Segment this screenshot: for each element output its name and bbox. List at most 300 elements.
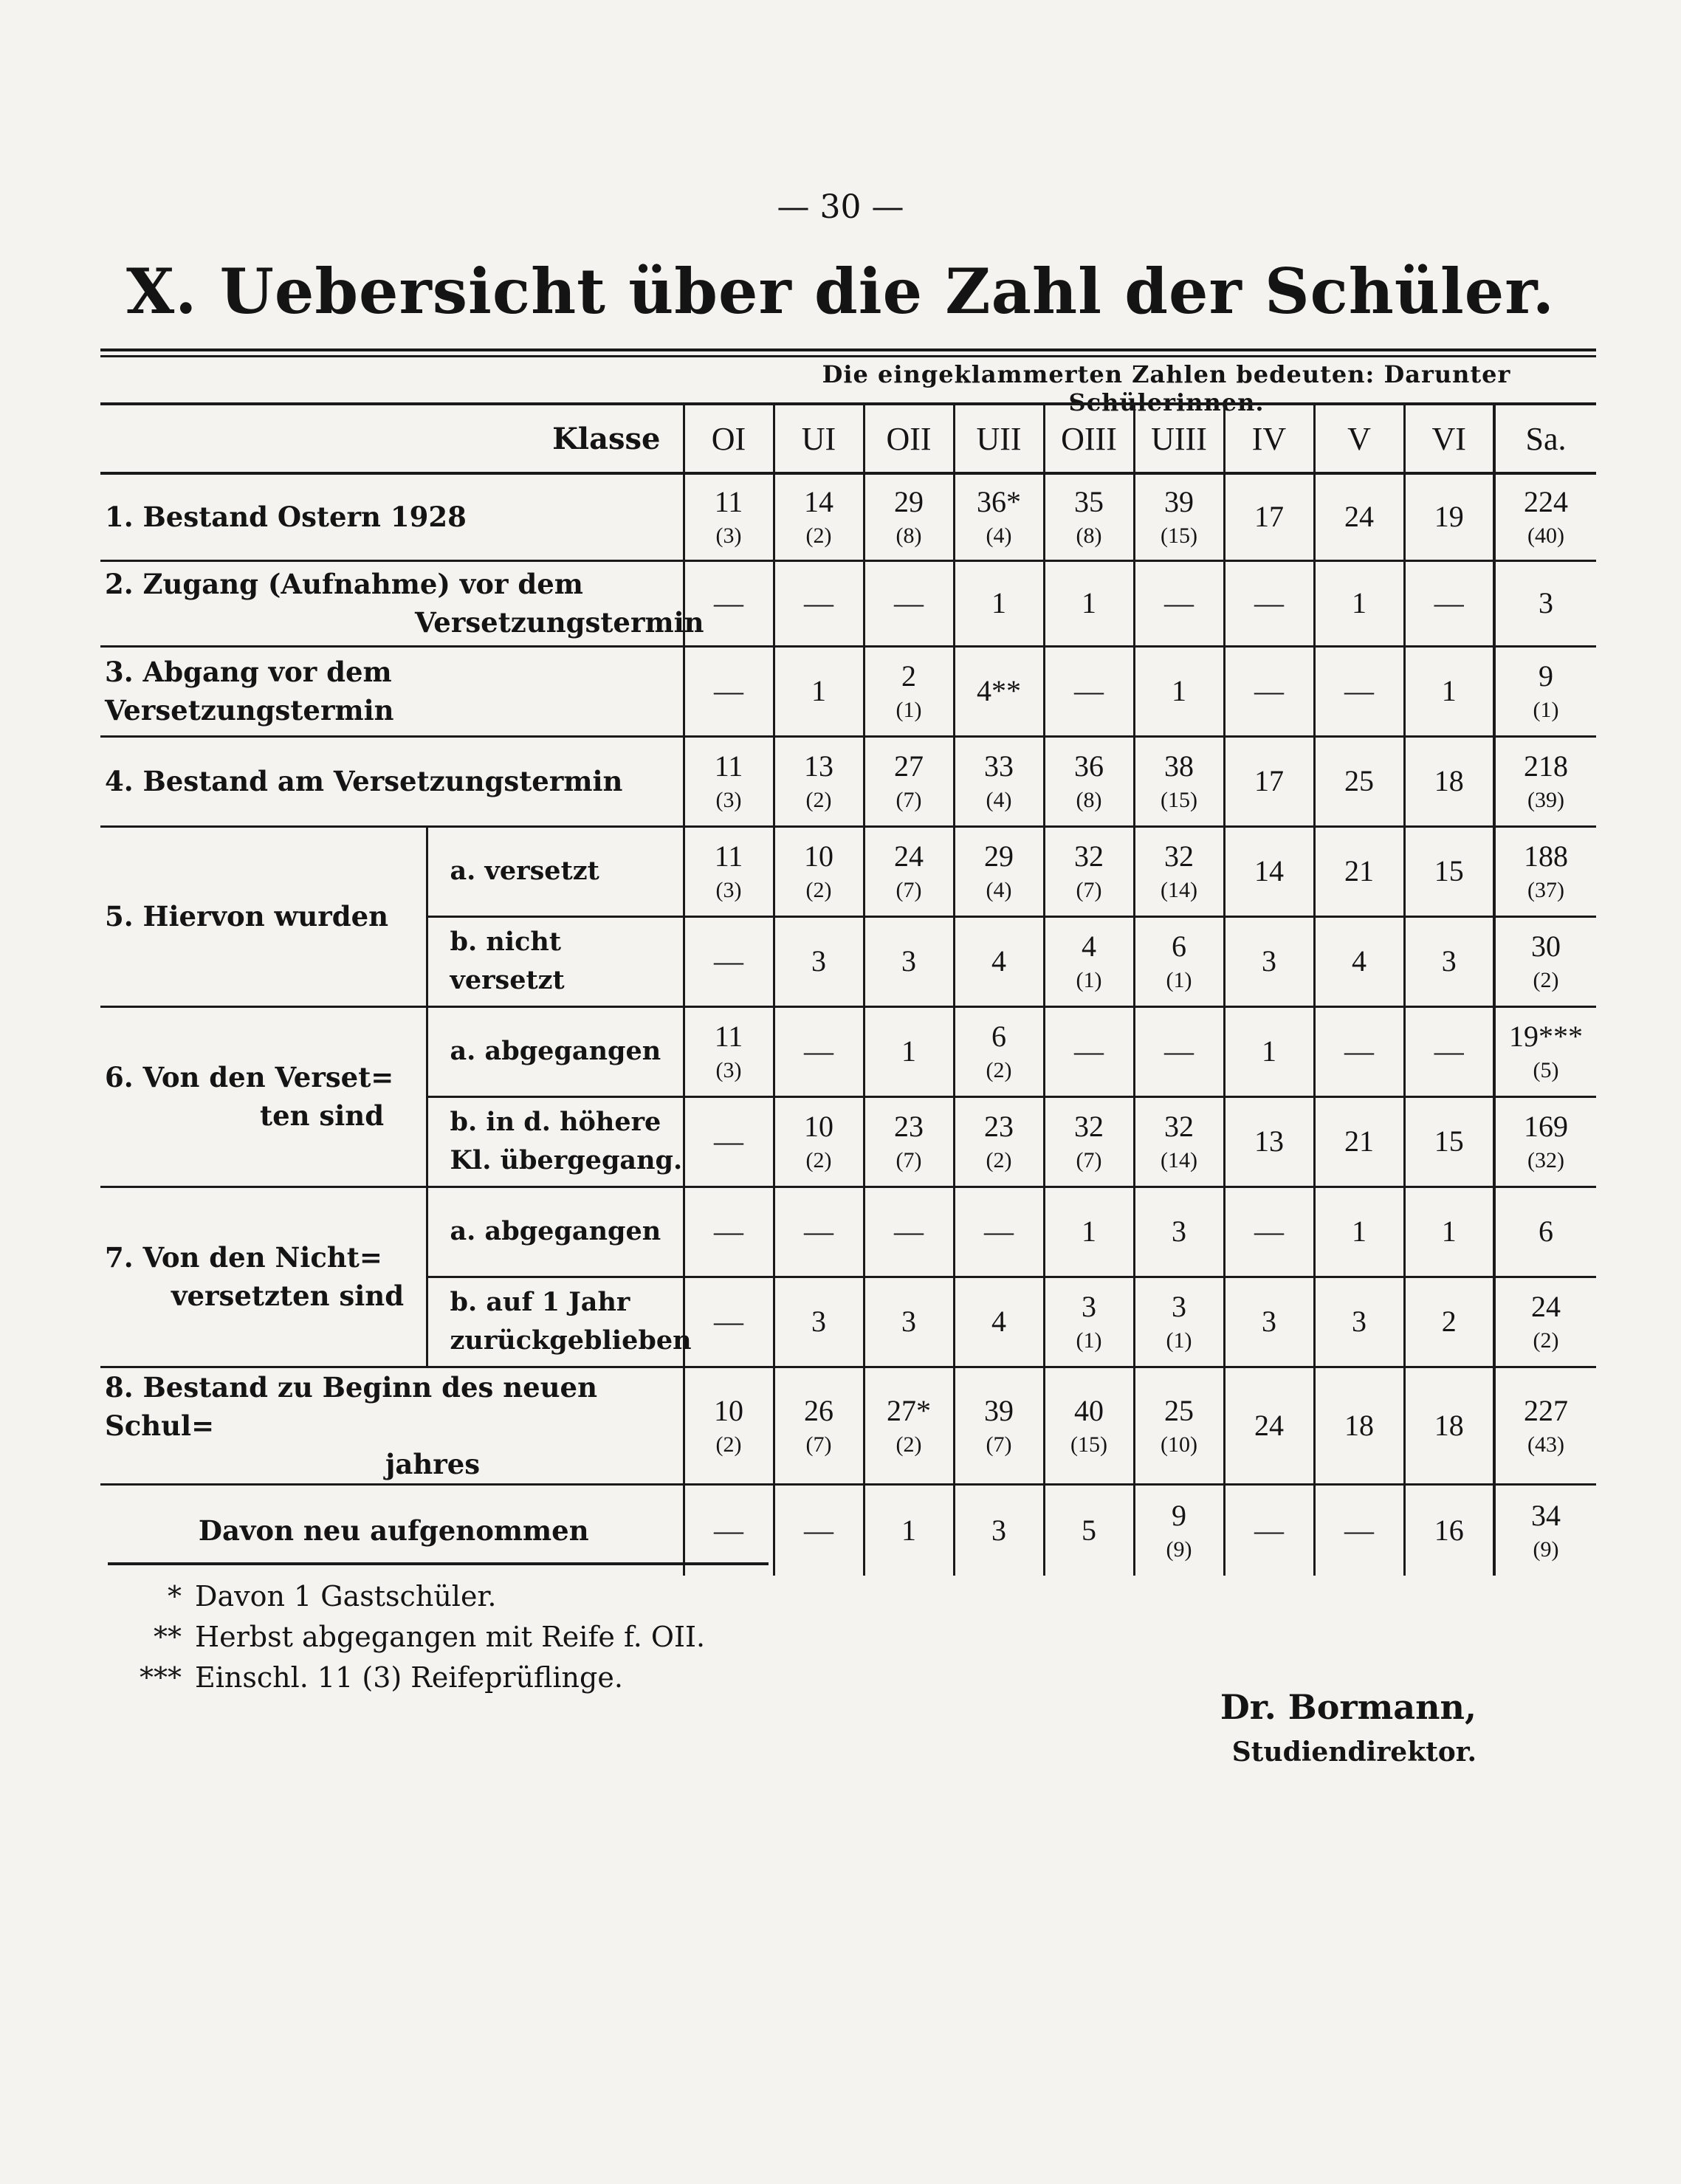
cell-value: 10 <box>804 1110 833 1143</box>
cell-value: 15 <box>1434 854 1464 887</box>
cell-value: — <box>804 586 833 619</box>
cell-girls-count: (43) <box>1527 1432 1564 1457</box>
cell-girls-count: (32) <box>1527 1148 1564 1172</box>
row-label <box>100 560 704 646</box>
cell-value: 10 <box>714 1393 743 1427</box>
table-cell <box>864 736 954 826</box>
cell-value: 3 <box>1539 586 1553 619</box>
cell-girls-count: (15) <box>1070 1432 1107 1457</box>
table-cell <box>1044 1484 1134 1576</box>
table-cell <box>1494 1484 1596 1576</box>
cell-value: 11 <box>714 485 743 519</box>
cell-girls-count: (7) <box>1076 878 1102 902</box>
cell-value: 32 <box>1074 839 1104 873</box>
cell-girls-count: (2) <box>986 1148 1012 1172</box>
table-cell <box>1044 1367 1134 1484</box>
table-cell <box>774 1006 864 1096</box>
table-row-versetzt <box>100 826 1596 916</box>
cell-value: 1 <box>1441 674 1457 707</box>
table-cell <box>1494 1096 1596 1187</box>
table-cell <box>1224 1277 1314 1367</box>
table-cell <box>1404 560 1494 646</box>
table-cell <box>1134 646 1224 736</box>
row-label-line1: 8. Bestand zu Beginn des neuen Schul= <box>105 1370 597 1442</box>
col-header-ui: UI <box>774 404 864 473</box>
cell-value: 19 <box>1434 500 1464 534</box>
row-sublabel-line2: zurückgeblieben <box>450 1325 692 1356</box>
page-title: X. Uebersicht über die Zahl der Schüler. <box>126 255 1555 328</box>
table-cell <box>864 916 954 1006</box>
cell-girls-count: (1) <box>895 698 922 722</box>
row-sublabel-line1: b. in d. höhere <box>450 1107 661 1137</box>
row-group-label <box>100 1006 427 1187</box>
table-cell <box>684 473 774 560</box>
cell-value: 11 <box>714 749 743 783</box>
cell-value: 39 <box>984 1393 1014 1427</box>
cell-value: — <box>1434 1034 1464 1068</box>
table-cell <box>1224 1484 1314 1576</box>
cell-value: 1 <box>991 586 1006 619</box>
student-statistics-table <box>100 402 1596 1576</box>
table-cell <box>1044 560 1134 646</box>
table-cell <box>774 1277 864 1367</box>
row-group-label: 5. Hiervon wurden <box>100 826 427 1006</box>
table-cell <box>774 646 864 736</box>
table-cell <box>1314 916 1404 1006</box>
cell-value: 17 <box>1254 500 1284 534</box>
table-row-bestand-ostern <box>100 473 1596 560</box>
cell-girls-count: (2) <box>1533 1328 1559 1353</box>
cell-girls-count: (10) <box>1161 1432 1197 1457</box>
cell-value: 218 <box>1524 749 1568 783</box>
cell-value: 30 <box>1531 930 1561 963</box>
cell-value: 3 <box>1172 1215 1186 1248</box>
table-cell <box>1404 826 1494 916</box>
footnote-mark: *** <box>140 1661 182 1694</box>
table-cell <box>1224 560 1314 646</box>
cell-value: 32 <box>1164 839 1194 873</box>
table-cell <box>1134 1187 1224 1277</box>
cell-value: 15 <box>1434 1124 1464 1158</box>
table-cell <box>1224 826 1314 916</box>
cell-value: 6 <box>1539 1215 1553 1248</box>
cell-girls-count: (1) <box>1076 1328 1102 1353</box>
row-label: 3. Abgang vor dem Versetzungstermin <box>100 646 684 736</box>
cell-value: — <box>714 1124 743 1158</box>
cell-girls-count: (4) <box>986 788 1012 812</box>
footnote-text: Einschl. 11 (3) Reifeprüflinge. <box>195 1661 623 1694</box>
cell-value: 14 <box>1254 854 1284 887</box>
table-cell <box>684 916 774 1006</box>
table-cell <box>1044 646 1134 736</box>
row-label: 1. Bestand Ostern 1928 <box>100 473 684 560</box>
cell-value: — <box>1164 586 1194 619</box>
table-cell <box>1224 646 1314 736</box>
cell-value: 35 <box>1074 485 1104 519</box>
cell-value: 34 <box>1531 1498 1561 1532</box>
cell-value: — <box>804 1513 833 1547</box>
cell-value: 3 <box>1441 944 1457 978</box>
row-sublabel-line2: Kl. übergegang. <box>450 1145 683 1175</box>
cell-value: — <box>984 1215 1014 1248</box>
cell-value: 18 <box>1344 1408 1374 1442</box>
table-cell <box>1404 1484 1494 1576</box>
table-cell <box>864 1096 954 1187</box>
row-sublabel: a. abgegangen <box>427 1187 684 1277</box>
cell-value: 169 <box>1524 1110 1568 1143</box>
row-label-line2: Versetzungstermin <box>415 606 704 639</box>
cell-girls-count: (5) <box>1533 1058 1559 1082</box>
table-cell <box>1224 473 1314 560</box>
table-cell <box>684 1367 774 1484</box>
table-cell <box>864 646 954 736</box>
cell-girls-count: (9) <box>1533 1536 1559 1562</box>
table-row-bestand-versetzungstermin <box>100 736 1596 826</box>
cell-value: 3 <box>991 1513 1006 1547</box>
cell-girls-count: (9) <box>1166 1536 1192 1562</box>
row-label-line1: 7. Von den Nicht= <box>105 1241 382 1274</box>
table-cell <box>1224 1006 1314 1096</box>
cell-value: — <box>1344 1034 1374 1068</box>
table-cell <box>1134 826 1224 916</box>
footnote-2 <box>111 1617 705 1657</box>
table-cell <box>774 473 864 560</box>
table-cell <box>864 560 954 646</box>
cell-girls-count: (8) <box>895 523 922 549</box>
cell-value: 33 <box>984 749 1014 783</box>
cell-girls-count: (2) <box>895 1432 922 1457</box>
cell-value: 4 <box>1352 944 1367 978</box>
col-header-vi: VI <box>1404 404 1494 473</box>
cell-value: 13 <box>1254 1124 1284 1158</box>
table-cell <box>1134 1277 1224 1367</box>
cell-girls-count: (40) <box>1527 523 1564 549</box>
table-cell <box>864 1006 954 1096</box>
table-cell <box>684 1006 774 1096</box>
cell-girls-count: (3) <box>715 878 742 902</box>
table-cell <box>684 736 774 826</box>
row-label: Davon neu aufgenommen <box>100 1484 684 1576</box>
footnote-3 <box>111 1658 623 1697</box>
cell-girls-count: (2) <box>805 523 832 549</box>
cell-girls-count: (7) <box>895 788 922 812</box>
row-sublabel-line1: b. auf 1 Jahr <box>450 1287 630 1317</box>
table-row-bestand-neues-schuljahr <box>100 1367 1596 1484</box>
cell-girls-count: (37) <box>1527 878 1564 902</box>
cell-value: 1 <box>901 1034 916 1068</box>
table-cell <box>1224 1187 1314 1277</box>
table-cell <box>774 560 864 646</box>
cell-value: 24 <box>1531 1290 1561 1323</box>
cell-value: 32 <box>1164 1110 1194 1143</box>
table-cell <box>864 1277 954 1367</box>
cell-value: 9 <box>1172 1498 1186 1532</box>
cell-value: 21 <box>1344 1124 1374 1158</box>
cell-value: — <box>894 586 924 619</box>
table-cell <box>774 736 864 826</box>
table-cell <box>1494 473 1596 560</box>
row-label: 4. Bestand am Versetzungstermin <box>100 736 684 826</box>
cell-value: 3 <box>811 1305 826 1338</box>
cell-value: — <box>1074 1034 1104 1068</box>
table-cell <box>954 1367 1044 1484</box>
table-cell <box>1044 916 1134 1006</box>
cell-girls-count: (1) <box>1076 968 1102 992</box>
table-cell <box>1494 1277 1596 1367</box>
cell-value: 21 <box>1344 854 1374 887</box>
title-rule-bottom <box>100 355 1596 357</box>
cell-girls-count: (2) <box>805 1148 832 1172</box>
cell-value: 3 <box>901 1305 916 1338</box>
cell-value: — <box>1254 674 1284 707</box>
row-sublabel <box>427 1277 692 1367</box>
footnote-text: Davon 1 Gastschüler. <box>195 1580 497 1613</box>
table-cell <box>1044 1096 1134 1187</box>
col-header-oiii: OIII <box>1044 404 1134 473</box>
footnote-mark: * <box>168 1580 182 1613</box>
table-cell <box>954 736 1044 826</box>
cell-value: 16 <box>1434 1513 1464 1547</box>
row-sublabel: b. nicht versetzt <box>427 916 684 1006</box>
cell-value: — <box>894 1215 924 1248</box>
table-cell <box>1134 1367 1224 1484</box>
cell-value: 39 <box>1164 485 1194 519</box>
cell-value: 224 <box>1524 485 1568 519</box>
cell-value: — <box>804 1034 833 1068</box>
table-cell <box>954 1006 1044 1096</box>
signature-role: Studiendirektor. <box>1231 1737 1477 1768</box>
table-cell <box>1314 560 1404 646</box>
table-cell <box>1044 826 1134 916</box>
table-cell <box>774 826 864 916</box>
cell-value: — <box>1074 674 1104 707</box>
row-label-line1: 2. Zugang (Aufnahme) vor dem <box>105 568 583 600</box>
cell-value: — <box>1254 1215 1284 1248</box>
cell-value: 24 <box>1344 500 1374 534</box>
table-cell <box>1314 1484 1404 1576</box>
table-cell <box>1404 1096 1494 1187</box>
cell-girls-count: (7) <box>986 1432 1012 1457</box>
table-row-abgang <box>100 646 1596 736</box>
row-label-line1: 6. Von den Verset= <box>105 1061 394 1093</box>
cell-value: 1 <box>1352 586 1367 619</box>
cell-value: — <box>1344 674 1374 707</box>
table-cell <box>954 1484 1044 1576</box>
table-cell <box>1314 1006 1404 1096</box>
footnote-rule <box>108 1562 769 1565</box>
cell-value: 27 <box>894 749 924 783</box>
table-cell <box>1134 1484 1224 1576</box>
table-cell <box>1134 560 1224 646</box>
table-cell <box>1404 646 1494 736</box>
cell-value: 1 <box>901 1513 916 1547</box>
table-cell <box>954 646 1044 736</box>
cell-value: 2 <box>1441 1305 1457 1338</box>
table-cell <box>1314 1277 1404 1367</box>
bracket-note: Die eingeklammerten Zahlen bedeuten: Darunter Schülerinnen. <box>822 360 1511 416</box>
table-cell <box>1404 916 1494 1006</box>
table-cell <box>684 826 774 916</box>
table-cell <box>1494 826 1596 916</box>
cell-girls-count: (2) <box>1533 968 1559 992</box>
cell-girls-count: (7) <box>1076 1148 1102 1172</box>
cell-value: 29 <box>984 839 1014 873</box>
col-header-uiii: UIII <box>1134 404 1224 473</box>
cell-value: 18 <box>1434 1408 1464 1442</box>
title-rule-top <box>100 348 1596 351</box>
row-sublabel <box>427 1096 684 1187</box>
table-cell <box>864 1187 954 1277</box>
header-label: Klasse <box>100 404 684 473</box>
cell-value: 27* <box>887 1393 931 1427</box>
table-cell <box>1134 1096 1224 1187</box>
table-row-zugang <box>100 560 1596 646</box>
cell-value: 188 <box>1524 839 1568 873</box>
cell-value: 4 <box>1082 930 1096 963</box>
table-cell <box>1494 1367 1596 1484</box>
page-number: — 30 — <box>777 188 904 226</box>
cell-value: — <box>1254 1513 1284 1547</box>
cell-value: — <box>714 674 743 707</box>
cell-value: 3 <box>1082 1290 1096 1323</box>
cell-value: 3 <box>811 944 826 978</box>
table-cell <box>1314 736 1404 826</box>
cell-value: 25 <box>1164 1393 1194 1427</box>
col-header-oii: OII <box>864 404 954 473</box>
table-cell <box>954 916 1044 1006</box>
table-cell <box>954 1096 1044 1187</box>
cell-value: — <box>804 1215 833 1248</box>
cell-value: 1 <box>1441 1215 1457 1248</box>
cell-value: 3 <box>1352 1305 1367 1338</box>
table-cell <box>1404 473 1494 560</box>
table-cell <box>864 1484 954 1576</box>
cell-value: 1 <box>1082 1215 1096 1248</box>
cell-value: 11 <box>714 1020 743 1053</box>
cell-value: 4** <box>977 674 1021 707</box>
table-cell <box>774 1187 864 1277</box>
table-cell <box>1314 1096 1404 1187</box>
table-cell <box>1314 473 1404 560</box>
cell-value: 227 <box>1524 1393 1568 1427</box>
row-label <box>100 1367 684 1484</box>
cell-value: — <box>714 944 743 978</box>
cell-girls-count: (2) <box>715 1432 742 1457</box>
table-cell <box>954 1277 1044 1367</box>
footnote-mark: ** <box>154 1621 182 1653</box>
cell-girls-count: (1) <box>1166 1328 1192 1353</box>
table-cell <box>954 826 1044 916</box>
table-cell <box>1134 736 1224 826</box>
cell-girls-count: (7) <box>805 1432 832 1457</box>
cell-value: — <box>1344 1513 1374 1547</box>
table-cell <box>1404 1187 1494 1277</box>
cell-value: 1 <box>811 674 826 707</box>
table-cell <box>1044 473 1134 560</box>
cell-girls-count: (15) <box>1161 788 1197 812</box>
signature-name: Dr. Bormann, <box>1220 1687 1477 1727</box>
table-cell <box>1314 1187 1404 1277</box>
table-cell <box>1494 736 1596 826</box>
cell-girls-count: (14) <box>1161 1148 1197 1172</box>
cell-value: 32 <box>1074 1110 1104 1143</box>
table-cell <box>864 473 954 560</box>
cell-value: 18 <box>1434 764 1464 797</box>
table-cell <box>864 826 954 916</box>
table-cell <box>1494 1006 1596 1096</box>
table-cell <box>1404 736 1494 826</box>
col-header-oi: OI <box>684 404 774 473</box>
table-cell <box>1494 646 1596 736</box>
cell-value: — <box>714 586 743 619</box>
cell-value: 1 <box>1082 586 1096 619</box>
cell-value: 23 <box>894 1110 924 1143</box>
table-cell <box>684 1277 774 1367</box>
cell-girls-count: (2) <box>805 788 832 812</box>
col-header-iv: IV <box>1224 404 1314 473</box>
cell-value: 36 <box>1074 749 1104 783</box>
cell-girls-count: (3) <box>715 788 742 812</box>
table-cell <box>1224 736 1314 826</box>
table-cell <box>774 1484 864 1576</box>
cell-value: 5 <box>1082 1513 1096 1547</box>
cell-girls-count: (3) <box>715 523 742 549</box>
cell-girls-count: (7) <box>895 1148 922 1172</box>
table-cell <box>684 1096 774 1187</box>
table-cell <box>1224 916 1314 1006</box>
cell-girls-count: (3) <box>715 1058 742 1082</box>
row-label-line2: jahres <box>385 1447 481 1480</box>
table-cell <box>1134 1006 1224 1096</box>
col-header-sa: Sa. <box>1494 404 1596 473</box>
cell-girls-count: (14) <box>1161 878 1197 902</box>
footnote-text: Herbst abgegangen mit Reife f. OII. <box>195 1621 706 1653</box>
cell-value: 4 <box>991 1305 1006 1338</box>
table-row-versetzte-abgegangen <box>100 1006 1596 1096</box>
table-cell <box>1314 826 1404 916</box>
cell-value: 17 <box>1254 764 1284 797</box>
table-cell <box>954 473 1044 560</box>
table-cell <box>684 1187 774 1277</box>
cell-value: 23 <box>984 1110 1014 1143</box>
cell-value: 10 <box>804 839 833 873</box>
cell-girls-count: (8) <box>1076 523 1102 549</box>
table-cell <box>1494 1187 1596 1277</box>
cell-value: 6 <box>991 1020 1006 1053</box>
cell-girls-count: (4) <box>986 878 1012 902</box>
table-cell <box>1044 1277 1134 1367</box>
cell-girls-count: (39) <box>1527 788 1564 812</box>
cell-girls-count: (1) <box>1166 968 1192 992</box>
table-row-nichtversetzte-abgegangen <box>100 1187 1596 1277</box>
row-group-label <box>100 1187 427 1367</box>
table-cell <box>1044 736 1134 826</box>
header-row <box>100 404 1596 473</box>
table-cell <box>1044 1006 1134 1096</box>
col-header-v: V <box>1314 404 1404 473</box>
col-header-uii: UII <box>954 404 1044 473</box>
cell-value: — <box>714 1215 743 1248</box>
table-cell <box>1224 1096 1314 1187</box>
cell-value: — <box>714 1305 743 1338</box>
table-cell <box>1224 1367 1314 1484</box>
cell-value: 3 <box>1262 944 1276 978</box>
table-cell <box>1044 1187 1134 1277</box>
cell-girls-count: (1) <box>1533 698 1559 722</box>
cell-value: 38 <box>1164 749 1194 783</box>
cell-value: 1 <box>1352 1215 1367 1248</box>
table-cell <box>1314 646 1404 736</box>
